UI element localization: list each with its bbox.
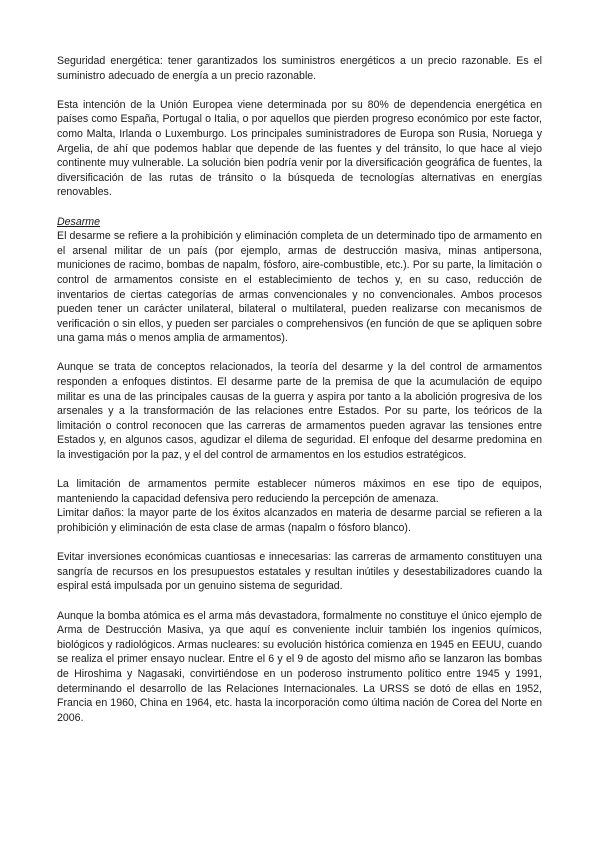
- paragraph-limitacion-armamentos: La limitación de armamentos permite establecer números máximos en ese tipo de equipos, manteniendo la capacidad defensiva pero reduciendo la percepción de amenaza.: [57, 478, 542, 505]
- paragraph-bomba-atomica: Aunque la bomba atómica es el arma más devastadora, formalmente no constituye el único ejemplo de Arma de Destrucción Masiva, ya que aquí es conveniente incluir también los ingenios químicos, biológicos y radiológicos. Armas nucleares: su evolución histórica comienza en 1945 en EEUU, cuando se realiza el primer ensayo nuclear. Entre el 6 y el 9 de agosto del mismo año se lanzaron las bombas de Hiroshima y Nagasaki, convirtiéndose en un poderoso instrumento político entre 1945 y 1991, determinando el desarrollo de las Relaciones Internacionales. La URSS se dotó de ellas en 1952, Francia en 1960, China en 1964, etc. hasta la incorporación como última nación de Corea del Norte en 2006.: [57, 609, 542, 724]
- paragraph-evitar-inversiones: Evitar inversiones económicas cuantiosas e innecesarias: las carreras de armamento constituyen una sangría de recursos en los presupuestos estatales y resultan inútiles y desestabilizadores cuando la espiral está impulsada por un genuino sistema de seguridad.: [57, 551, 542, 593]
- paragraph-union-europea: Esta intención de la Unión Europea viene determinada por su 80% de dependencia energética en países como España, Portugal o Italia, o por aquellos que pierden progreso económico por este factor, como Malta, Irlanda o Luxemburgo. Los principales suministradores de Europa son Rusia, Noruega y Argelia, de ahí que podemos hablar que depende de las fuentes y del tránsito, lo que hace al viejo continente muy vulnerable. La solución bien podría venir por la diversificación geográfica de fuentes, la diversificación de las rutas de tránsito o la búsqueda de tecnologías alternativas en energías renovables.: [57, 98, 542, 199]
- paragraph-teoria-desarme: Aunque se trata de conceptos relacionados, la teoría del desarme y la del control de armamentos responden a enfoques distintos. El desarme parte de la premisa de que la acumulación de equipo militar es una de las principales causas de la guerra y aspira por tanto a la abolición progresiva de los arsenales y a la transformación de las relaciones entre Estados. Por su parte, los teóricos de la limitación o control reconocen que las carreras de armamentos pueden agravar las tensiones entre Estados y, en algunos casos, agudizar el dilema de seguridad. El enfoque del desarme predomina en la investigación por la paz, y el del control de armamentos en los estudios estratégicos.: [57, 361, 542, 462]
- paragraph-limitar-danos: Limitar daños: la mayor parte de los éxitos alcanzados en materia de desarme parcial se refieren a la prohibición y eliminación de esta clase de armas (napalm o fósforo blanco).: [57, 507, 542, 534]
- paragraph-desarme-definicion: El desarme se refiere a la prohibición y eliminación completa de un determinado tipo de armamento en el arsenal militar de un país (por ejemplo, armas de destrucción masiva, minas antipersona, municiones de racimo, bombas de napalm, fósforo, aire-combustible, etc.). Por su parte, la limitación o control de armamentos consiste en el establecimiento de techos y, en su caso, reducción de inventarios de ciertas categorías de armas convencionales y no convencionales. Ambos procesos pueden tener un carácter unilateral, bilateral o multilateral, pueden realizarse con mecanismos de verificación o sin ellos, y pueden ser parciales o comprehensivos (en función de que se apliquen sobre una gama más o menos amplia de armamentos).: [57, 230, 542, 345]
- document-page: [57, 54, 542, 740]
- section-heading-desarme: Desarme: [57, 215, 100, 228]
- paragraph-seguridad-energetica: Seguridad energética: tener garantizados los suministros energéticos a un precio razonable. Es el suministro adecuado de energía a un precio razonable.: [57, 55, 542, 82]
